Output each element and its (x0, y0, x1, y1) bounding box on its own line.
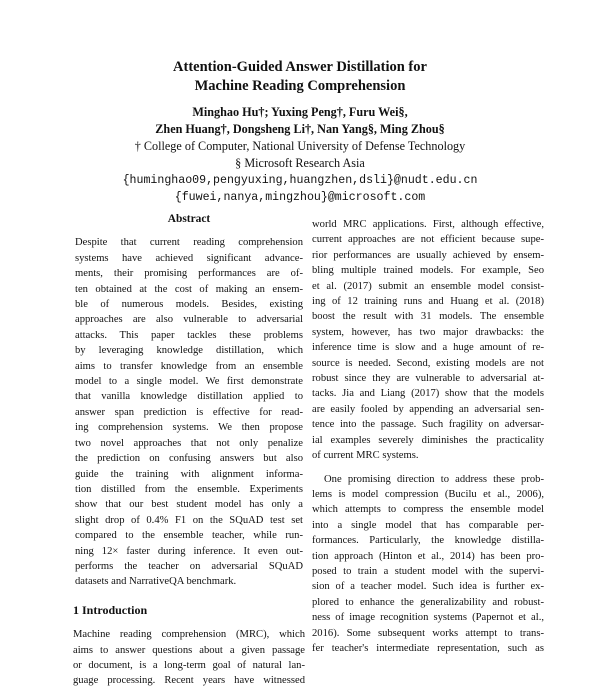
body-line: One promising direction to address these prob- (324, 473, 544, 485)
body-line: bling multiple trained models. For example, Seo (312, 265, 544, 277)
body-line: sion of a teacher model. Such idea is further ex- (312, 581, 544, 593)
body-line: into a single model that has comparable per- (312, 519, 544, 531)
abstract-heading: Abstract (167, 213, 211, 225)
abstract-line: ning 12× faster during inference. It even out- (75, 545, 303, 557)
intro-line: guage processing. Recent years have witnessed (73, 675, 305, 687)
introduction-body (73, 627, 305, 689)
body-line: tence into the passage. Such fragility on adversar- (312, 419, 544, 431)
body-line: are easily fooled by appending an adversarial sen- (312, 403, 544, 415)
abstract-line: show that our best student model has only a (75, 499, 303, 511)
right-column (312, 217, 544, 656)
email-line-1: {huminghao09,pengyuxing,huangzhen,dsli}@nudt.edu.cn (122, 174, 478, 187)
abstract-line: systems have achieved significant advance- (75, 252, 303, 264)
intro-line: aims to answer questions about a given passage (73, 644, 305, 656)
abstract-line: two novel approaches that not only penalize (75, 437, 303, 449)
affiliation-1: † College of Computer, National University of Defense Technology (134, 139, 466, 153)
abstract-line: slight drop of 0.4% F1 on the SQuAD test set (75, 514, 303, 526)
abstract-line: tion distilled from the ensemble. Experiments (75, 483, 303, 495)
abstract-line: model to a single model. We first demonstrate (75, 376, 303, 388)
abstract-line: approaches are also vulnerable to adversarial (75, 314, 303, 326)
authors-line-2: Zhen Huang†, Dongsheng Li†, Nan Yang§, Ming Zhou§ (155, 122, 445, 136)
body-line: tacks. Jia and Liang (2017) show that the models (312, 388, 544, 400)
body-line: posed to train a student model with the supervi- (312, 565, 544, 577)
title-line-1: Attention-Guided Answer Distillation for (173, 59, 427, 75)
abstract-line: performs the teacher on adversarial SQuAD (75, 560, 303, 572)
authors-line-1: Minghao Hu†; Yuxing Peng†, Furu Wei§, (192, 105, 408, 119)
abstract-line: attacks. This paper tackles these problems (75, 329, 303, 341)
abstract-line: answer span prediction is effective for read- (75, 406, 303, 418)
email-line-2: {fuwei,nanya,mingzhou}@microsoft.com (174, 191, 426, 204)
intro-line: Machine reading comprehension (MRC), which (73, 629, 305, 641)
author-block (0, 104, 600, 206)
abstract-line: ments, their promising performances are of- (75, 268, 303, 280)
body-line: which attempts to compress the ensemble model (312, 504, 544, 516)
body-line: source is needed. Second, existing models are not (312, 357, 544, 369)
abstract-line: Despite that current reading comprehension (75, 237, 303, 249)
abstract-body (73, 235, 305, 589)
body-line: lems is model compression (Bucilu et al., 2006), (312, 488, 544, 500)
body-line: world MRC applications. First, although effective, (312, 219, 544, 230)
body-line: boost the result with 31 models. The ensemble (312, 311, 544, 323)
paper-title (0, 58, 600, 96)
abstract-line: compared to the ensemble teacher, while run- (75, 530, 303, 542)
abstract-line: guide the training with alignment informa- (75, 468, 303, 480)
body-line: ness of image recognition systems (Papernot et al., (312, 612, 544, 624)
body-line: current approaches are not efficient because supe- (312, 234, 544, 246)
affiliation-2: § Microsoft Research Asia (235, 156, 365, 170)
body-line: plored to enhance the generalizability and robust- (312, 596, 544, 608)
abstract-line: datasets and NarrativeQA benchmark. (75, 576, 237, 588)
body-line: ing of 12 training runs and Huang et al. (2018) (312, 296, 544, 308)
body-line: robust since they are vulnerable to adversarial at- (312, 373, 544, 385)
abstract-line: ten obtained at the cost of making an ensem- (75, 283, 303, 295)
paragraph-2 (312, 472, 544, 657)
abstract-line: the prediction on confusing answers but also (75, 453, 303, 465)
body-line: formances. Particularly, the knowledge distilla- (312, 535, 544, 547)
body-line: fer teacher's intermediate representation, such as (312, 642, 544, 654)
abstract-line: aims to transfer knowledge from an ensemble (75, 360, 303, 372)
body-line: 2016). Some subsequent works attempt to trans- (312, 627, 544, 639)
body-line: et al. (2017) submit an ensemble model consist- (312, 280, 544, 292)
paragraph-1 (312, 217, 544, 464)
abstract-line: ing comprehension systems. We then propose (75, 422, 303, 434)
body-line: tion approach (Hinton et al., 2014) has been pro- (312, 550, 544, 562)
left-column (73, 212, 305, 689)
body-line: rior performances are usually achieved by ensem- (312, 249, 544, 261)
title-line-2: Machine Reading Comprehension (194, 78, 406, 94)
abstract-line: ble of numerous models. Besides, existing (75, 299, 303, 311)
body-line: system, however, has two major drawbacks: the (312, 326, 544, 338)
body-line: of current MRC systems. (312, 450, 419, 462)
abstract-line: by leveraging knowledge distillation, which (75, 345, 303, 357)
intro-line: or document, is a long-term goal of natural lan- (73, 659, 305, 671)
introduction-heading: 1 Introduction (73, 602, 148, 617)
abstract-line: that vanilla knowledge distillation applied to (75, 391, 303, 403)
body-line: inference time is slow and a huge amount of re- (312, 342, 544, 354)
body-line: ial examples severely diminishes the practicality (312, 434, 544, 446)
